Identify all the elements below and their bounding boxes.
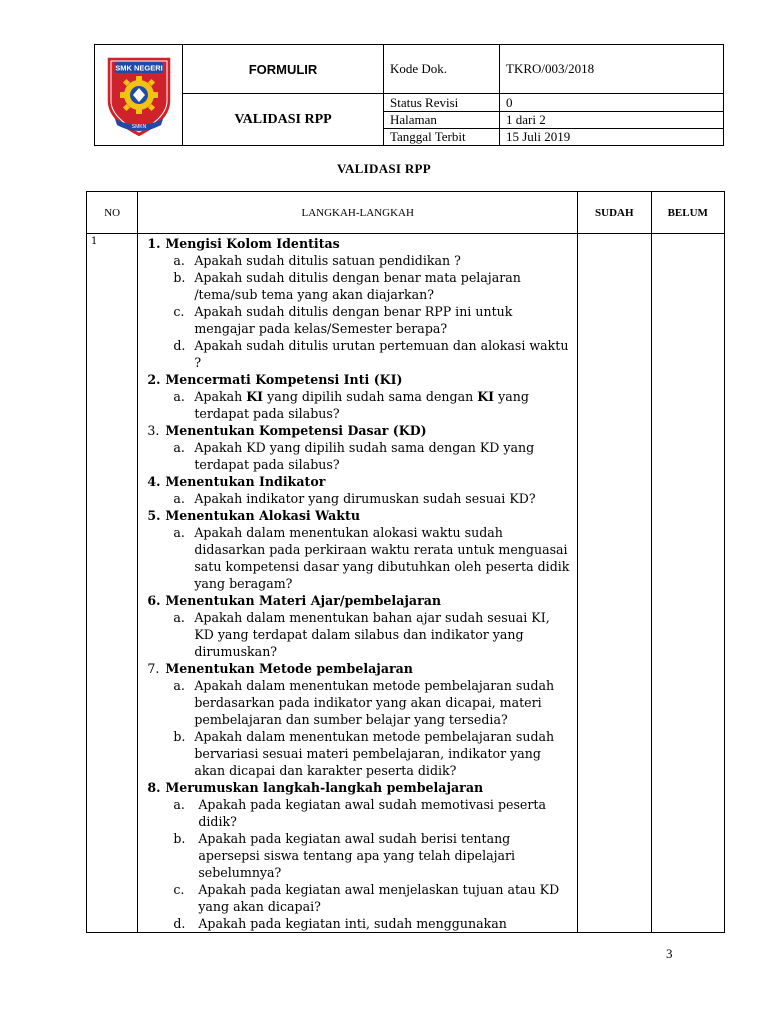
section-number: 1. — [147, 236, 161, 251]
section-number: 8. — [147, 780, 161, 795]
steps-list — [138, 235, 577, 932]
section-number: 6. — [147, 593, 161, 608]
list-item — [173, 796, 577, 830]
bold-term: KI — [246, 389, 264, 404]
column-header-sudah: SUDAH — [578, 192, 651, 234]
item-letter: a. — [173, 525, 185, 540]
item-text — [194, 388, 577, 422]
section-title: Menentukan Kompetensi Dasar (KD) — [165, 423, 427, 438]
list-item — [173, 609, 577, 660]
item-text: Apakah dalam menentukan bahan ajar sudah sesuai KI, KD yang terdapat dalam silabus dan indikator yang dirumuskan? — [194, 610, 550, 659]
section-number: 2. — [147, 372, 161, 387]
section-heading — [147, 473, 577, 490]
list-item — [173, 728, 577, 779]
item-text: Apakah sudah ditulis dengan benar RPP ini untuk mengajar pada kelas/Semester berapa? — [194, 304, 513, 336]
section-heading — [147, 235, 577, 252]
bold-term: KI — [477, 389, 495, 404]
header-value: 0 — [500, 94, 724, 111]
section-number: 7. — [147, 661, 160, 676]
header-title: VALIDASI RPP — [183, 94, 384, 146]
item-text: Apakah dalam menentukan metode pembelajaran sudah bervariasi sesuai materi pembelajaran, indikator yang akan dicapai dan karakter peserta didik? — [194, 729, 555, 778]
validation-table — [86, 191, 725, 933]
column-header-langkah: LANGKAH-LANGKAH — [138, 192, 578, 234]
item-letter: a. — [173, 678, 185, 693]
item-letter: a. — [173, 253, 185, 268]
list-item — [173, 337, 577, 371]
item-text: Apakah dalam menentukan alokasi waktu sudah didasarkan pada perkiraan waktu rerata untuk menguasai satu kompetensi dasar yang dibutuhkan oleh peserta didik yang beragam? — [194, 525, 570, 591]
section-heading — [147, 592, 577, 609]
list-item — [173, 303, 577, 337]
section-title: Mengisi Kolom Identitas — [165, 236, 340, 251]
header-value: 15 Juli 2019 — [500, 128, 724, 145]
document-header — [94, 44, 724, 146]
header-key: Tanggal Terbit — [384, 128, 500, 145]
item-text: Apakah sudah ditulis urutan pertemuan dan alokasi waktu ? — [194, 338, 569, 370]
section-title: Menentukan Indikator — [165, 474, 326, 489]
item-text: Apakah KD yang dipilih sudah sama dengan KD yang terdapat pada silabus? — [194, 440, 535, 472]
header-key: Status Revisi — [384, 94, 500, 111]
item-letter: d. — [173, 338, 186, 353]
header-value: 1 dari 2 — [500, 111, 724, 128]
text-run: Apakah — [194, 389, 247, 404]
list-item — [173, 490, 577, 507]
document-title: VALIDASI RPP — [336, 161, 432, 176]
list-item — [173, 388, 577, 422]
section-title: Merumuskan langkah-langkah pembelajaran — [165, 780, 484, 795]
column-header-belum: BELUM — [651, 192, 724, 234]
item-text: Apakah indikator yang dirumuskan sudah sesuai KD? — [194, 491, 536, 506]
list-item — [173, 915, 577, 932]
section-heading — [147, 507, 577, 524]
steps-cell — [138, 234, 578, 933]
section-number: 5. — [147, 508, 161, 523]
header-value: TKRO/003/2018 — [500, 45, 724, 94]
section-heading — [147, 422, 577, 439]
text-run: yang dipilih sudah sama dengan — [263, 389, 478, 404]
section-heading — [147, 371, 577, 388]
school-crest-icon — [101, 51, 177, 139]
list-item — [173, 524, 577, 592]
list-item — [173, 677, 577, 728]
page-number: 3 — [666, 946, 673, 961]
list-item — [173, 830, 577, 881]
item-text: Apakah sudah ditulis dengan benar mata pelajaran /tema/sub tema yang akan diajarkan? — [194, 270, 521, 302]
item-letter: c. — [173, 882, 185, 897]
item-letter: a. — [173, 797, 185, 812]
item-letter: b. — [173, 270, 186, 285]
item-letter: a. — [173, 440, 185, 455]
section-heading — [147, 779, 577, 796]
logo-ribbon-text: SMKN — [131, 124, 146, 130]
section-title: Menentukan Materi Ajar/pembelajaran — [165, 593, 442, 608]
item-letter: a. — [173, 389, 185, 404]
item-letter: b. — [173, 831, 186, 846]
section-title: Mencermati Kompetensi Inti (KI) — [165, 372, 403, 387]
text-run: yang terdapat pada silabus? — [194, 389, 529, 421]
form-label: FORMULIR — [183, 45, 384, 94]
section-title: Menentukan Metode pembelajaran — [165, 661, 413, 676]
section-number: 4. — [147, 474, 161, 489]
item-text: Apakah pada kegiatan inti, sudah menggunakan — [198, 916, 507, 931]
section-number: 3. — [147, 423, 160, 438]
belum-cell[interactable] — [651, 234, 724, 933]
column-header-no: NO — [87, 192, 138, 234]
header-key: Kode Dok. — [384, 45, 500, 94]
section-heading — [147, 660, 577, 677]
list-item — [173, 269, 577, 303]
item-letter: b. — [173, 729, 186, 744]
section-title: Menentukan Alokasi Waktu — [165, 508, 360, 523]
item-text: Apakah pada kegiatan awal sudah memotivasi peserta didik? — [198, 797, 546, 829]
item-letter: d. — [173, 916, 186, 931]
item-letter: a. — [173, 491, 185, 506]
item-text: Apakah sudah ditulis satuan pendidikan ? — [194, 253, 461, 268]
item-text: Apakah pada kegiatan awal menjelaskan tujuan atau KD yang akan dicapai? — [198, 882, 560, 914]
item-letter: a. — [173, 610, 185, 625]
logo-text: SMK NEGERI — [114, 63, 163, 73]
list-item — [173, 252, 577, 269]
header-key: Halaman — [384, 111, 500, 128]
list-item — [173, 439, 577, 473]
row-number: 1 — [87, 234, 138, 933]
item-text: Apakah pada kegiatan awal sudah berisi tentang apersepsi siswa tentang apa yang telah dipelajari sebelumnya? — [198, 831, 516, 880]
list-item — [173, 881, 577, 915]
item-letter: c. — [173, 304, 185, 319]
school-logo — [95, 45, 183, 146]
sudah-cell[interactable] — [578, 234, 651, 933]
item-text: Apakah dalam menentukan metode pembelajaran sudah berdasarkan pada indikator yang akan dicapai, materi pembelajaran dan sumber belajar yang tersedia? — [194, 678, 555, 727]
